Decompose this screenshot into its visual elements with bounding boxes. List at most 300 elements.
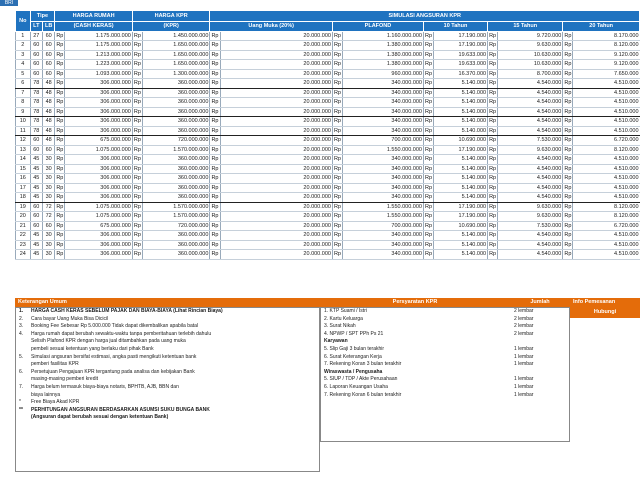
row-no: 12	[16, 136, 31, 146]
row-no: 21	[16, 221, 31, 231]
row-currency: Rp	[133, 108, 141, 115]
row-currency: Rp	[333, 184, 341, 191]
row-angsuran-10: 10.690.000	[434, 136, 488, 146]
requirement-row	[321, 369, 569, 377]
row-currency: Rp	[564, 175, 572, 181]
row-no: 14	[16, 155, 31, 165]
row-uang-muka: 20.000.000	[220, 41, 332, 51]
row-harga-rumah: 306.000.000	[65, 155, 132, 165]
row-plafond: 1.550.000.000	[343, 212, 424, 222]
row-harga-kpr: 360.000.000	[142, 183, 209, 193]
row-harga-kpr: 360.000.000	[142, 164, 209, 174]
row-currency: Rp	[425, 137, 433, 143]
row-angsuran-15: 4.540.000	[498, 117, 563, 127]
info-title: Info Pemesanan	[570, 298, 640, 307]
row-angsuran-10: 5.140.000	[434, 174, 488, 184]
row-harga-rumah: 306.000.000	[65, 164, 132, 174]
row-currency: Rp	[211, 99, 219, 105]
row-angsuran-10: 19.633.000	[434, 60, 488, 70]
row-harga-kpr: 360.000.000	[142, 193, 209, 203]
row-harga-kpr: 360.000.000	[142, 98, 209, 108]
row-lt: 45	[30, 155, 42, 165]
row-no: 19	[16, 202, 31, 212]
row-no: 6	[16, 79, 31, 89]
col-plafond: PLAFOND	[332, 22, 423, 32]
row-currency: Rp	[333, 42, 341, 48]
row-currency: Rp	[425, 213, 433, 219]
row-harga-kpr: 1.300.000.000	[142, 69, 209, 79]
row-currency: Rp	[333, 165, 341, 172]
row-harga-rumah: 1.175.000.000	[65, 41, 132, 51]
row-uang-muka: 20.000.000	[220, 183, 332, 193]
requirement-count: 1 lembar	[514, 361, 534, 368]
requirement-count: 2 lembar	[514, 315, 534, 322]
note-text: pemberi fasilitas KPR	[31, 361, 79, 368]
row-harga-rumah: 1.075.000.000	[65, 212, 132, 222]
note-item	[16, 392, 319, 400]
row-currency: Rp	[333, 127, 341, 134]
row-uang-muka: 20.000.000	[220, 69, 332, 79]
row-currency: Rp	[425, 70, 433, 77]
row-uang-muka: 20.000.000	[220, 155, 332, 165]
row-lb: 60	[42, 41, 54, 51]
row-currency: Rp	[133, 118, 141, 124]
row-no: 3	[16, 50, 31, 60]
row-angsuran-10: 5.140.000	[434, 164, 488, 174]
row-currency: Rp	[56, 89, 64, 96]
row-lb: 60	[42, 145, 54, 155]
row-uang-muka: 20.000.000	[220, 79, 332, 89]
table-row	[16, 79, 640, 89]
requirement-label: 4. NPWP / SPT PPh Ps 21	[324, 330, 384, 337]
row-currency: Rp	[333, 146, 341, 153]
requirement-count: 2 lembar	[514, 330, 534, 337]
row-angsuran-20: 4.510.000	[573, 183, 640, 193]
requirement-label: 2. Kartu Keluarga	[324, 315, 363, 322]
row-currency: Rp	[56, 42, 64, 48]
row-harga-kpr: 360.000.000	[142, 155, 209, 165]
row-uang-muka: 20.000.000	[220, 174, 332, 184]
row-currency: Rp	[425, 108, 433, 115]
row-lb: 48	[42, 88, 54, 98]
row-angsuran-20: 4.510.000	[573, 117, 640, 127]
row-currency: Rp	[56, 32, 64, 39]
row-uang-muka: 20.000.000	[220, 136, 332, 146]
row-angsuran-20: 4.510.000	[573, 231, 640, 241]
note-item	[16, 384, 319, 392]
row-currency: Rp	[56, 156, 64, 162]
row-currency: Rp	[133, 137, 141, 143]
row-currency: Rp	[333, 118, 341, 124]
row-uang-muka: 20.000.000	[220, 145, 332, 155]
row-currency: Rp	[425, 222, 433, 229]
row-harga-kpr: 1.570.000.000	[142, 202, 209, 212]
row-currency: Rp	[425, 61, 433, 67]
row-currency: Rp	[489, 165, 497, 172]
row-currency: Rp	[564, 222, 572, 229]
row-angsuran-20: 4.510.000	[573, 88, 640, 98]
note-number: 5.	[19, 353, 24, 360]
row-currency: Rp	[211, 222, 219, 229]
row-currency: Rp	[489, 146, 497, 153]
col-harga-kpr-sub: (KPR)	[132, 22, 210, 32]
col-10-tahun: 10 Tahun	[424, 22, 488, 32]
row-currency: Rp	[133, 156, 141, 162]
requirement-count: 1 lembar	[514, 345, 534, 352]
row-lb: 60	[42, 31, 54, 41]
table-row	[16, 98, 640, 108]
row-currency: Rp	[425, 232, 433, 238]
row-angsuran-20: 8.120.000	[573, 145, 640, 155]
row-lt: 60	[30, 60, 42, 70]
requirement-label: Karyawan	[324, 338, 348, 345]
row-angsuran-10: 17.190.000	[434, 31, 488, 41]
row-uang-muka: 20.000.000	[220, 193, 332, 203]
row-currency: Rp	[425, 32, 433, 39]
row-currency: Rp	[333, 137, 341, 143]
row-currency: Rp	[211, 118, 219, 124]
row-currency: Rp	[425, 42, 433, 48]
row-lt: 60	[30, 202, 42, 212]
row-lb: 48	[42, 98, 54, 108]
row-harga-rumah: 306.000.000	[65, 193, 132, 203]
row-angsuran-15: 9.630.000	[498, 202, 563, 212]
row-plafond: 340.000.000	[343, 126, 424, 136]
row-currency: Rp	[333, 194, 341, 200]
row-uang-muka: 20.000.000	[220, 126, 332, 136]
row-lb: 30	[42, 164, 54, 174]
row-currency: Rp	[211, 80, 219, 86]
row-no: 16	[16, 174, 31, 184]
row-plafond: 340.000.000	[343, 240, 424, 250]
row-no: 15	[16, 164, 31, 174]
row-currency: Rp	[133, 99, 141, 105]
row-angsuran-20: 4.510.000	[573, 126, 640, 136]
row-harga-rumah: 1.075.000.000	[65, 202, 132, 212]
row-uang-muka: 20.000.000	[220, 164, 332, 174]
col-simulasi: SIMULASI ANGSURAN KPR	[210, 11, 640, 22]
row-currency: Rp	[56, 118, 64, 124]
row-uang-muka: 20.000.000	[220, 31, 332, 41]
row-currency: Rp	[564, 127, 572, 134]
row-angsuran-15: 10.630.000	[498, 50, 563, 60]
row-angsuran-15: 4.540.000	[498, 88, 563, 98]
note-text: masing-masing pemberi kredit	[31, 376, 98, 383]
requirement-row	[321, 338, 569, 346]
row-no: 22	[16, 231, 31, 241]
requirement-count: 1 lembar	[514, 353, 534, 360]
row-angsuran-10: 5.140.000	[434, 98, 488, 108]
row-angsuran-20: 9.120.000	[573, 60, 640, 70]
row-currency: Rp	[133, 203, 141, 210]
table-row	[16, 164, 640, 174]
row-currency: Rp	[211, 51, 219, 58]
row-currency: Rp	[211, 61, 219, 67]
row-lt: 60	[30, 221, 42, 231]
row-angsuran-10: 5.140.000	[434, 183, 488, 193]
row-currency: Rp	[56, 80, 64, 86]
row-harga-rumah: 1.175.000.000	[65, 31, 132, 41]
row-currency: Rp	[489, 80, 497, 86]
row-currency: Rp	[425, 165, 433, 172]
row-harga-kpr: 1.450.000.000	[142, 31, 209, 41]
row-plafond: 700.000.000	[343, 136, 424, 146]
note-item	[16, 399, 319, 407]
row-no: 11	[16, 126, 31, 136]
row-currency: Rp	[56, 127, 64, 134]
row-currency: Rp	[211, 213, 219, 219]
table-row	[16, 88, 640, 98]
row-harga-rumah: 306.000.000	[65, 88, 132, 98]
row-currency: Rp	[56, 194, 64, 200]
row-angsuran-20: 4.510.000	[573, 174, 640, 184]
note-text: Simulasi angsuran bersifat estimasi, angka pasti mengikuti ketentuan bank	[31, 353, 197, 360]
row-currency: Rp	[564, 213, 572, 219]
row-angsuran-15: 4.540.000	[498, 164, 563, 174]
row-currency: Rp	[133, 70, 141, 77]
row-currency: Rp	[333, 232, 341, 238]
row-currency: Rp	[211, 127, 219, 134]
row-currency: Rp	[489, 203, 497, 210]
row-harga-rumah: 306.000.000	[65, 107, 132, 117]
row-currency: Rp	[425, 241, 433, 248]
row-harga-kpr: 1.650.000.000	[142, 60, 209, 70]
row-harga-kpr: 360.000.000	[142, 231, 209, 241]
note-number: 1.	[19, 308, 24, 314]
row-currency: Rp	[489, 156, 497, 162]
row-angsuran-20: 4.510.000	[573, 79, 640, 89]
row-harga-kpr: 360.000.000	[142, 88, 209, 98]
note-item	[16, 376, 319, 384]
requirement-row	[321, 346, 569, 354]
requirement-row	[321, 384, 569, 392]
row-angsuran-15: 4.540.000	[498, 98, 563, 108]
row-angsuran-15: 4.540.000	[498, 107, 563, 117]
row-currency: Rp	[425, 118, 433, 124]
row-plafond: 1.160.000.000	[343, 31, 424, 41]
row-plafond: 340.000.000	[343, 183, 424, 193]
note-item	[16, 354, 319, 362]
row-lb: 30	[42, 240, 54, 250]
row-currency: Rp	[133, 241, 141, 248]
row-plafond: 340.000.000	[343, 164, 424, 174]
table-row	[16, 240, 640, 250]
bank-logo: BRI	[0, 0, 18, 6]
row-currency: Rp	[211, 32, 219, 39]
row-currency: Rp	[211, 165, 219, 172]
requirement-row	[321, 361, 569, 369]
row-harga-kpr: 1.570.000.000	[142, 145, 209, 155]
row-currency: Rp	[333, 89, 341, 96]
col-lt: LT	[30, 22, 42, 32]
row-currency: Rp	[56, 137, 64, 143]
row-angsuran-20: 7.650.000	[573, 69, 640, 79]
table-row	[16, 107, 640, 117]
col-15-tahun: 15 Tahun	[488, 22, 563, 32]
requirement-count: 2 lembar	[514, 323, 534, 330]
row-currency: Rp	[133, 213, 141, 219]
table-row	[16, 60, 640, 70]
row-angsuran-15: 4.540.000	[498, 183, 563, 193]
note-item	[16, 338, 319, 346]
col-tipe: Tipe	[30, 11, 55, 22]
table-row	[16, 202, 640, 212]
row-harga-kpr: 360.000.000	[142, 126, 209, 136]
row-currency: Rp	[333, 70, 341, 77]
row-currency: Rp	[56, 70, 64, 77]
row-currency: Rp	[489, 99, 497, 105]
table-row	[16, 183, 640, 193]
row-harga-kpr: 360.000.000	[142, 250, 209, 260]
row-plafond: 1.550.000.000	[343, 202, 424, 212]
row-harga-kpr: 360.000.000	[142, 240, 209, 250]
row-currency: Rp	[56, 184, 64, 191]
row-plafond: 340.000.000	[343, 98, 424, 108]
row-harga-rumah: 1.223.000.000	[65, 60, 132, 70]
row-lb: 30	[42, 193, 54, 203]
row-currency: Rp	[489, 194, 497, 200]
row-currency: Rp	[56, 108, 64, 115]
row-currency: Rp	[56, 232, 64, 238]
requirement-row	[321, 376, 569, 384]
row-harga-rumah: 306.000.000	[65, 183, 132, 193]
price-list-table	[15, 10, 640, 260]
row-no: 18	[16, 193, 31, 203]
row-currency: Rp	[564, 89, 572, 96]
row-no: 13	[16, 145, 31, 155]
table-row	[16, 221, 640, 231]
row-harga-kpr: 1.650.000.000	[142, 50, 209, 60]
row-currency: Rp	[425, 194, 433, 200]
col-no: No	[16, 11, 31, 32]
note-text: Harga rumah dapat berubah sewaktu-waktu tanpa pemberitahuan terlebih dahulu	[31, 330, 212, 337]
row-currency: Rp	[564, 80, 572, 86]
table-row	[16, 126, 640, 136]
note-item	[16, 361, 319, 369]
row-currency: Rp	[56, 241, 64, 248]
row-currency: Rp	[489, 127, 497, 134]
col-harga-rumah-sub: (CASH KERAS)	[55, 22, 133, 32]
requirements-panel	[320, 307, 570, 442]
table-row	[16, 193, 640, 203]
note-text: Free Biaya Akad KPR	[31, 399, 80, 406]
row-currency: Rp	[211, 203, 219, 210]
row-currency: Rp	[211, 70, 219, 77]
row-uang-muka: 20.000.000	[220, 231, 332, 241]
row-currency: Rp	[133, 42, 141, 48]
col-harga-kpr: HARGA KPR	[132, 11, 210, 22]
row-lt: 78	[30, 79, 42, 89]
row-lt: 60	[30, 69, 42, 79]
note-text: Harga belum termasuk biaya-biaya notaris, BPHTB, AJB, BBN dan	[31, 383, 179, 390]
row-angsuran-20: 4.510.000	[573, 193, 640, 203]
row-plafond: 340.000.000	[343, 155, 424, 165]
info-contact: Hubungi	[570, 307, 640, 318]
row-harga-kpr: 1.570.000.000	[142, 212, 209, 222]
row-no: 9	[16, 107, 31, 117]
row-currency: Rp	[425, 184, 433, 191]
row-currency: Rp	[489, 232, 497, 238]
requirement-label: 1. KTP Suami / Istri	[324, 308, 367, 314]
row-angsuran-10: 5.140.000	[434, 117, 488, 127]
note-item	[16, 414, 319, 422]
row-currency: Rp	[56, 213, 64, 219]
row-lt: 45	[30, 240, 42, 250]
row-currency: Rp	[133, 232, 141, 238]
note-text: pembeli sesuai ketentuan yang berlaku dari pihak Bank	[31, 345, 154, 352]
note-item	[16, 308, 319, 316]
requirement-count	[514, 369, 564, 377]
row-currency: Rp	[489, 32, 497, 39]
row-lb: 72	[42, 212, 54, 222]
row-currency: Rp	[425, 89, 433, 96]
notes-title: Keterangan Umum	[15, 298, 320, 307]
requirement-count: 1 lembar	[514, 376, 534, 383]
row-lb: 48	[42, 126, 54, 136]
requirement-label: 5. SIUP / TDP / Akte Perusahaan	[324, 376, 398, 383]
row-uang-muka: 20.000.000	[220, 202, 332, 212]
row-currency: Rp	[56, 51, 64, 58]
row-angsuran-10: 17.190.000	[434, 202, 488, 212]
row-currency: Rp	[133, 89, 141, 96]
row-lb: 30	[42, 155, 54, 165]
row-lt: 45	[30, 183, 42, 193]
table-row	[16, 41, 640, 51]
note-number: *	[19, 399, 21, 406]
row-currency: Rp	[564, 70, 572, 77]
row-currency: Rp	[211, 89, 219, 96]
row-angsuran-10: 5.140.000	[434, 88, 488, 98]
row-angsuran-15: 4.540.000	[498, 126, 563, 136]
row-currency: Rp	[211, 251, 219, 257]
row-angsuran-15: 9.630.000	[498, 212, 563, 222]
row-currency: Rp	[489, 42, 497, 48]
row-angsuran-15: 4.540.000	[498, 79, 563, 89]
note-text: (Angsuran dapat berubah sesuai dengan ketentuan Bank)	[31, 414, 169, 421]
row-plafond: 1.550.000.000	[343, 145, 424, 155]
row-lt: 60	[30, 136, 42, 146]
col-harga-rumah: HARGA RUMAH	[55, 11, 133, 22]
row-angsuran-10: 5.140.000	[434, 193, 488, 203]
row-currency: Rp	[489, 89, 497, 96]
row-currency: Rp	[425, 203, 433, 210]
note-text: Selisih Plafond KPR dengan harga jual ditambahkan pada uang muka	[31, 338, 186, 345]
row-angsuran-20: 6.720.000	[573, 221, 640, 231]
requirement-row	[321, 323, 569, 331]
row-currency: Rp	[133, 51, 141, 58]
row-currency: Rp	[333, 222, 341, 229]
row-harga-rumah: 306.000.000	[65, 174, 132, 184]
row-angsuran-15: 9.720.000	[498, 31, 563, 41]
row-currency: Rp	[133, 80, 141, 86]
row-currency: Rp	[564, 184, 572, 191]
row-plafond: 340.000.000	[343, 107, 424, 117]
row-lt: 60	[30, 41, 42, 51]
row-harga-rumah: 306.000.000	[65, 240, 132, 250]
row-angsuran-20: 4.510.000	[573, 240, 640, 250]
table-row	[16, 50, 640, 60]
row-angsuran-20: 4.510.000	[573, 164, 640, 174]
row-currency: Rp	[564, 165, 572, 172]
row-plafond: 340.000.000	[343, 193, 424, 203]
row-harga-rumah: 306.000.000	[65, 126, 132, 136]
row-lb: 60	[42, 50, 54, 60]
row-lt: 45	[30, 231, 42, 241]
note-item	[16, 323, 319, 331]
row-currency: Rp	[489, 118, 497, 124]
row-currency: Rp	[133, 222, 141, 229]
row-plafond: 1.380.000.000	[343, 41, 424, 51]
